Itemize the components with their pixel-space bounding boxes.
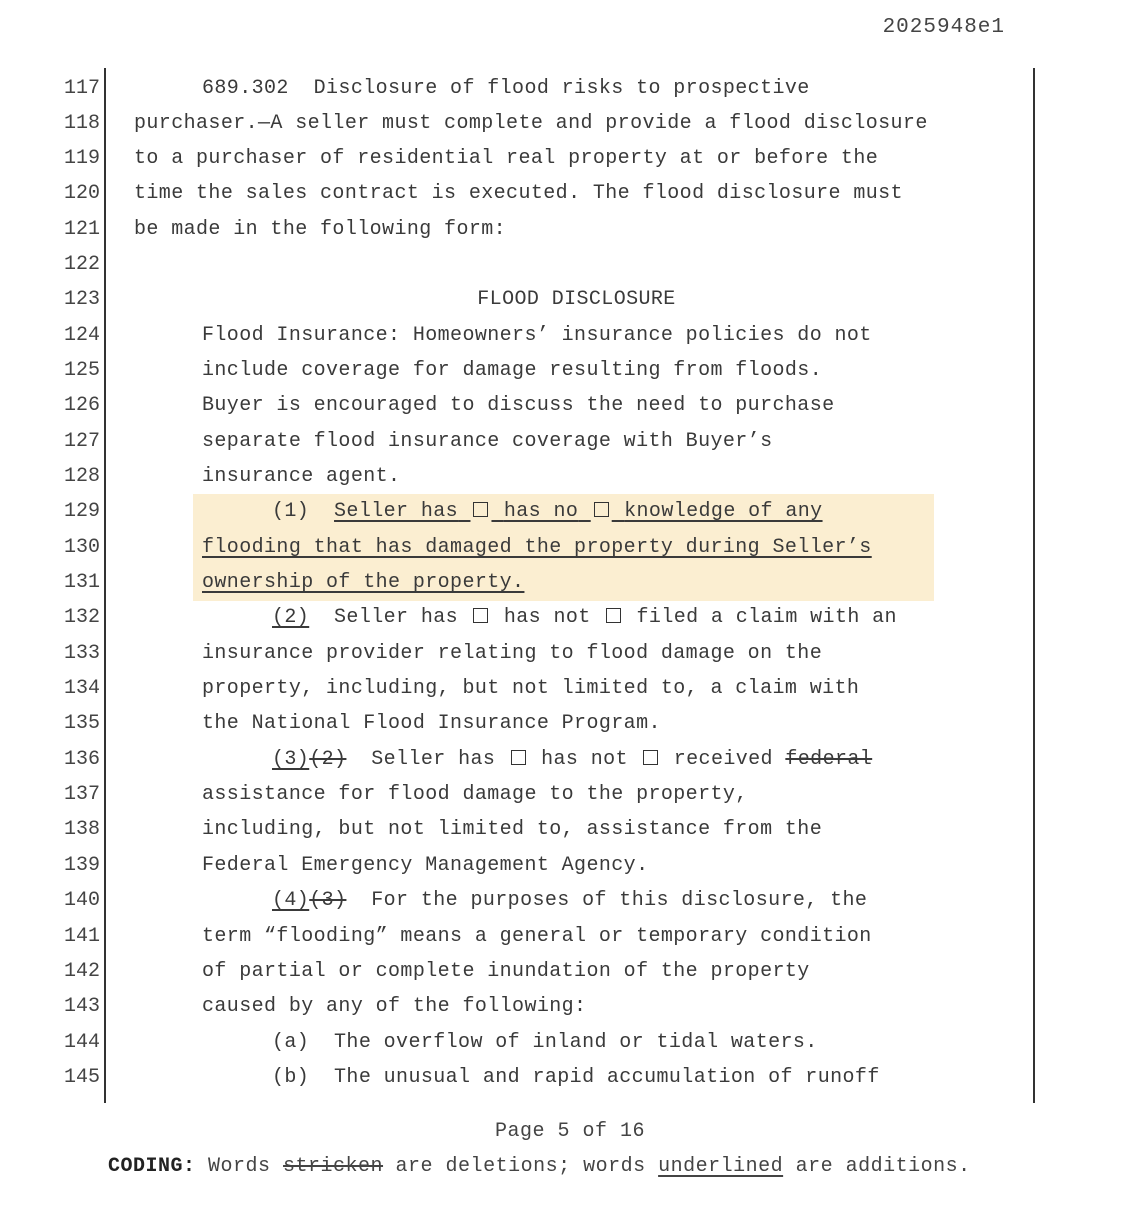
line-text: be made in the following form: — [134, 218, 507, 241]
checkbox-has[interactable] — [473, 502, 488, 517]
line-number: 121 — [63, 218, 100, 241]
line-number: 129 — [63, 500, 100, 523]
added-text: Seller has has no knowledge of any — [334, 500, 823, 523]
text-line — [0, 954, 1140, 989]
line-text — [272, 494, 823, 529]
line-text: (4)(3) For the purposes of this disclosure, the — [272, 889, 868, 912]
text-line — [0, 212, 1140, 247]
section-heading: 689.302 Disclosure of flood risks to prospective — [202, 77, 810, 100]
form-title: FLOOD DISCLOSURE — [477, 288, 676, 311]
line-number: 136 — [63, 748, 100, 771]
text-line — [0, 600, 1140, 635]
text-line — [0, 706, 1140, 741]
line-number: 128 — [63, 465, 100, 488]
item-number: (1) — [272, 500, 310, 523]
text-line — [0, 919, 1140, 954]
page-number: Page 5 of 16 — [494, 1120, 646, 1143]
line-number: 118 — [63, 112, 100, 135]
text-line — [0, 530, 1140, 565]
checkbox-has[interactable] — [473, 608, 488, 623]
line-number: 140 — [63, 889, 100, 912]
added-text: ownership of the property. — [202, 571, 525, 594]
line-text: Flood Insurance: Homeowners’ insurance policies do not — [202, 324, 872, 347]
text-line — [0, 742, 1140, 777]
line-number: 127 — [63, 430, 100, 453]
line-text: (3)(2) Seller has has not received federal — [272, 748, 873, 771]
line-number: 131 — [63, 571, 100, 594]
text-line — [0, 353, 1140, 388]
text-line — [0, 282, 1140, 317]
line-number: 142 — [63, 960, 100, 983]
line-number: 119 — [63, 147, 100, 170]
line-number: 132 — [63, 606, 100, 629]
added-item-number: (2) — [272, 606, 310, 629]
line-text: property, including, but not limited to, a claim with — [202, 677, 860, 700]
checkbox-has[interactable] — [511, 750, 526, 765]
text-line — [0, 565, 1140, 600]
line-text: caused by any of the following: — [202, 995, 587, 1018]
text-line — [0, 1060, 1140, 1095]
document-id: 2025948e1 — [882, 16, 1005, 39]
line-text: the National Flood Insurance Program. — [202, 712, 661, 735]
line-text: include coverage for damage resulting from floods. — [202, 359, 823, 382]
line-text: assistance for flood damage to the property, — [202, 783, 748, 806]
line-number: 133 — [63, 642, 100, 665]
checkbox-has-no[interactable] — [594, 502, 609, 517]
line-text: (2) Seller has has not filed a claim with an — [272, 606, 897, 629]
line-number: 120 — [63, 182, 100, 205]
line-text: insurance agent. — [202, 465, 401, 488]
text-line — [0, 883, 1140, 918]
line-text: insurance provider relating to flood damage on the — [202, 642, 823, 665]
added-item-number: (3) — [272, 748, 310, 771]
text-line — [0, 176, 1140, 211]
line-text: of partial or complete inundation of the property — [202, 960, 810, 983]
line-text: including, but not limited to, assistance from the — [202, 818, 823, 841]
line-number: 139 — [63, 854, 100, 877]
added-item-number: (4) — [272, 889, 310, 912]
text-line — [0, 424, 1140, 459]
line-text: term “flooding” means a general or temporary condition — [202, 925, 872, 948]
text-line — [0, 141, 1140, 176]
line-number: 144 — [63, 1031, 100, 1054]
line-number: 130 — [63, 536, 100, 559]
line-text: Federal Emergency Management Agency. — [202, 854, 649, 877]
text-line — [0, 812, 1140, 847]
text-line — [0, 247, 1140, 282]
line-text: separate flood insurance coverage with Buyer’s — [202, 430, 773, 453]
line-number: 138 — [63, 818, 100, 841]
text-line — [0, 71, 1140, 106]
text-line — [0, 388, 1140, 423]
deleted-item-number: (3) — [309, 889, 347, 912]
text-line — [0, 318, 1140, 353]
line-text: (a) The overflow of inland or tidal waters. — [272, 1031, 818, 1054]
underlined-example: underlined — [658, 1155, 784, 1178]
line-text: Buyer is encouraged to discuss the need to purchase — [202, 394, 835, 417]
coding-legend: CODING: Words stricken are deletions; words underlined are additions. — [108, 1155, 971, 1178]
line-number: 141 — [63, 925, 100, 948]
line-number: 145 — [63, 1066, 100, 1089]
line-number: 123 — [63, 288, 100, 311]
line-number: 126 — [63, 394, 100, 417]
deleted-item-number: (2) — [309, 748, 347, 771]
text-line — [0, 989, 1140, 1024]
text-line — [0, 494, 1140, 529]
text-line — [0, 636, 1140, 671]
deleted-text: federal — [785, 748, 873, 771]
coding-label: CODING: — [108, 1155, 196, 1178]
line-number: 137 — [63, 783, 100, 806]
text-line — [0, 459, 1140, 494]
line-text: purchaser.—A seller must complete and provide a flood disclosure — [134, 112, 928, 135]
text-line — [0, 777, 1140, 812]
line-number: 135 — [63, 712, 100, 735]
line-number: 143 — [63, 995, 100, 1018]
stricken-example: stricken — [283, 1155, 384, 1178]
text-line — [0, 106, 1140, 141]
line-text: to a purchaser of residential real property at or before the — [134, 147, 879, 170]
checkbox-has-not[interactable] — [643, 750, 658, 765]
line-text: (b) The unusual and rapid accumulation of runoff — [272, 1066, 880, 1089]
checkbox-has-not[interactable] — [606, 608, 621, 623]
line-number: 134 — [63, 677, 100, 700]
line-number: 122 — [63, 253, 100, 276]
added-text: flooding that has damaged the property during Seller’s — [202, 536, 872, 559]
text-line — [0, 1025, 1140, 1060]
text-line — [0, 848, 1140, 883]
line-text: time the sales contract is executed. The flood disclosure must — [134, 182, 903, 205]
line-number: 117 — [63, 77, 100, 100]
line-number: 124 — [63, 324, 100, 347]
text-line — [0, 671, 1140, 706]
line-number: 125 — [63, 359, 100, 382]
